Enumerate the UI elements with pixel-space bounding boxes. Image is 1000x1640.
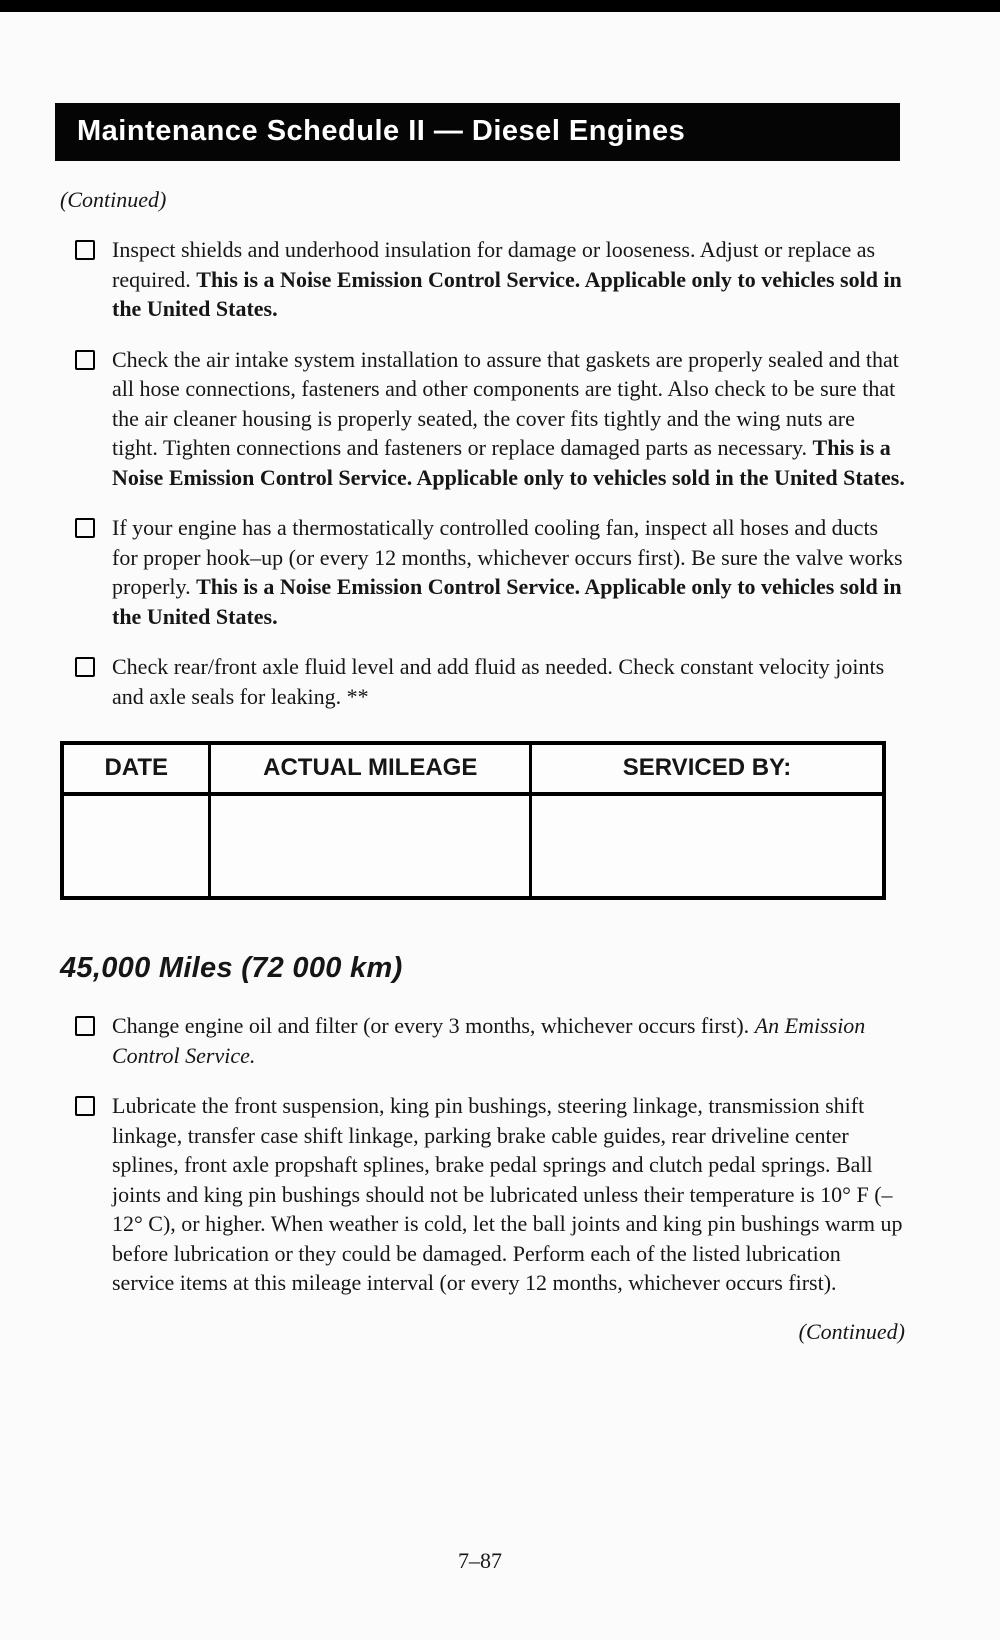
scan-artifact-strip [0, 0, 1000, 12]
item-text-bold: This is a Noise Emission Control Service. Applicable only to vehicles sold in the United States. [112, 574, 902, 629]
check-item [75, 513, 905, 631]
item-text-normal: If your engine has a thermostatically controlled cooling fan, inspect all hoses and ducts for proper hook–up (or every 12 months, whichever occurs first). Be sure the valve works properly. [112, 515, 903, 599]
check-item-text [112, 1011, 905, 1070]
checklist-section-1 [75, 235, 905, 711]
table-header-serviced-by: SERVICED BY: [531, 743, 884, 794]
checkbox-icon [75, 657, 95, 677]
continued-note-top: (Continued) [60, 187, 167, 212]
check-item-text [112, 652, 905, 711]
checkbox-icon [75, 518, 95, 538]
table-cell-mileage-empty [210, 794, 531, 898]
page-number: 7–87 [458, 1548, 502, 1573]
check-item-text [112, 235, 905, 324]
check-item [75, 1091, 905, 1298]
checkbox-icon [75, 240, 95, 260]
table-header-actual-mileage: ACTUAL MILEAGE [210, 743, 531, 794]
item-text-normal: Check rear/front axle fluid level and add fluid as needed. Check constant velocity joints and axle seals for leaking. [112, 654, 885, 709]
check-item [75, 345, 905, 493]
check-item [75, 652, 905, 711]
maintenance-log-table [60, 741, 886, 900]
item-text-normal: Inspect shields and underhood insulation for damage or looseness. Adjust or replace as required. [112, 237, 876, 292]
item-text-italic: An Emission Control Service. [112, 1013, 866, 1068]
table-cell-serviced-empty [531, 794, 884, 898]
section-title-bar [55, 103, 900, 161]
page-title: Maintenance Schedule II — Diesel Engines [77, 115, 686, 147]
table-header-row [62, 743, 884, 794]
footnote-marker: ** [346, 683, 369, 709]
item-text-bold: This is a Noise Emission Control Service. Applicable only to vehicles sold in the United States. [112, 435, 905, 490]
check-item-text [112, 513, 905, 631]
item-text-normal: Lubricate the front suspension, king pin bushings, steering linkage, transmission shift linkage, transfer case shift linkage, parking brake cable guides, rear driveline center splines, front axle propshaft splines, brake pedal springs and clutch pedal springs. Ball joints and king pin bushings should not be lubricated unless their temperature is 10° F (–12° C), or higher. When weather is cold, let the ball joints and king pin bushings warm up before lubrication or they could be damaged. Perform each of the listed lubrication service items at this mileage interval (or every 12 months, whichever occurs first). [112, 1093, 903, 1295]
checkbox-icon [75, 1016, 95, 1036]
continued-note-bottom: (Continued) [798, 1318, 905, 1344]
item-text-bold: This is a Noise Emission Control Service. Applicable only to vehicles sold in the United States. [112, 266, 902, 321]
check-item-text [112, 1091, 905, 1298]
check-item-text [112, 345, 905, 493]
check-item [75, 1011, 905, 1070]
table-cell-date-empty [62, 794, 210, 898]
mileage-interval-heading: 45,000 Miles (72 000 km) [60, 952, 403, 984]
item-text-normal: Change engine oil and filter (or every 3 months, whichever occurs first). [112, 1013, 755, 1038]
checklist-section-2 [75, 1011, 905, 1298]
checkbox-icon [75, 1096, 95, 1116]
table-row [62, 794, 884, 898]
check-item [75, 235, 905, 324]
checkbox-icon [75, 350, 95, 370]
table-header-date: DATE [62, 743, 210, 794]
item-text-normal: Check the air intake system installation to assure that gaskets are properly sealed and that all hose connections, fasteners and other components are tight. Also check to be sure that the air cleaner housing is properly seated, the cover fits tightly and the wing nuts are tight. Tighten connections and fasteners or replace damaged parts as necessary. [112, 346, 899, 460]
